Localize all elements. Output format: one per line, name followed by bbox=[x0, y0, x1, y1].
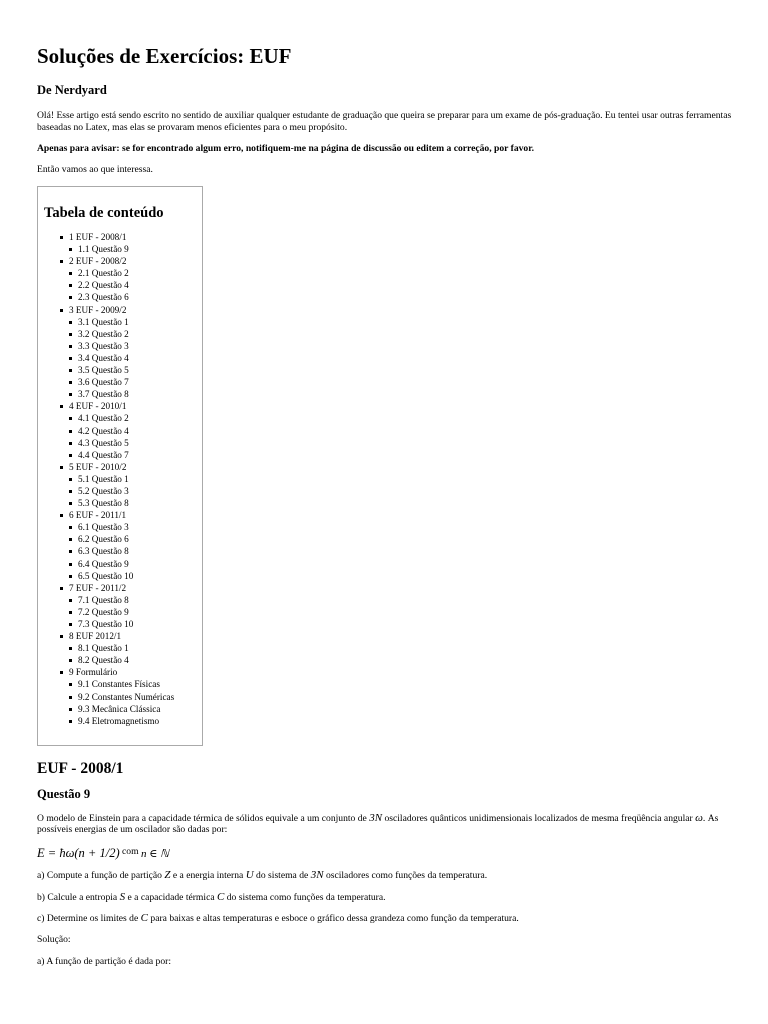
notice-paragraph: Apenas para avisar: se for encontrado algum erro, notifiquem-me na página de discussão ou editem a correção, por favor. bbox=[37, 143, 534, 154]
toc-subsection-link[interactable]: 4.4 Questão 7 bbox=[69, 449, 174, 461]
energy-equation: E = ħω(n + 1/2) bbox=[37, 846, 120, 860]
toc-subsection-link[interactable]: 8.2 Questão 4 bbox=[69, 654, 174, 666]
toc-subsection-list bbox=[69, 243, 174, 255]
toc-subsection-link[interactable]: 3.1 Questão 1 bbox=[69, 316, 174, 328]
toc-subsection-link[interactable]: 8.1 Questão 1 bbox=[69, 642, 174, 654]
toc-subsection-link[interactable]: 1.1 Questão 9 bbox=[69, 243, 174, 255]
item-a: a) Compute a função de partição Z e a energia interna U do sistema de 3N osciladores como funções da temperatura. bbox=[37, 869, 488, 881]
toc-subsection-link[interactable]: 3.2 Questão 2 bbox=[69, 328, 174, 340]
solution-label: Solução: bbox=[37, 934, 71, 945]
toc-section-link[interactable]: 6 EUF - 2011/1 bbox=[69, 510, 127, 521]
toc-subsection-link[interactable]: 6.3 Questão 8 bbox=[69, 545, 174, 557]
toc-section-link[interactable]: 5 EUF - 2010/2 bbox=[69, 461, 127, 472]
toc-section-link[interactable]: 2 EUF - 2008/2 bbox=[69, 256, 127, 267]
toc-subsection-link[interactable]: 9.2 Constantes Numéricas bbox=[69, 691, 174, 703]
toc-section[interactable] bbox=[60, 461, 174, 509]
math-S: S bbox=[119, 891, 126, 903]
math-3N: 3N bbox=[369, 812, 383, 824]
toc-subsection-link[interactable]: 6.5 Questão 10 bbox=[69, 570, 174, 582]
toc-section[interactable] bbox=[60, 509, 174, 582]
math-Z: Z bbox=[164, 869, 171, 881]
toc-subsection-list bbox=[69, 412, 174, 460]
math-U: U bbox=[245, 869, 254, 881]
toc-title: Tabela de conteúdo bbox=[44, 205, 164, 221]
lead-paragraph: Então vamos ao que interessa. bbox=[37, 164, 153, 175]
problem-statement-line2: possíveis energias de um oscilador são dadas por: bbox=[37, 824, 228, 835]
toc-subsection-link[interactable]: 5.2 Questão 3 bbox=[69, 485, 174, 497]
toc-subsection-list bbox=[69, 521, 174, 581]
energy-formula: E = ħω(n + 1/2) com n ∈ ℕ bbox=[37, 846, 169, 860]
toc-subsection-link[interactable]: 3.7 Questão 8 bbox=[69, 388, 174, 400]
energy-domain: n ∈ ℕ bbox=[140, 848, 169, 860]
toc-section[interactable] bbox=[60, 630, 174, 666]
toc-section-link[interactable]: 1 EUF - 2008/1 bbox=[69, 232, 127, 242]
toc-subsection-link[interactable]: 6.2 Questão 6 bbox=[69, 533, 174, 545]
toc-section[interactable] bbox=[60, 400, 174, 460]
toc-subsection-link[interactable]: 4.2 Questão 4 bbox=[69, 425, 174, 437]
toc-subsection-list bbox=[69, 473, 174, 509]
math-3N: 3N bbox=[310, 869, 324, 881]
question-heading: Questão 9 bbox=[37, 787, 91, 801]
toc-subsection-link[interactable]: 7.3 Questão 10 bbox=[69, 618, 174, 630]
toc-subsection-link[interactable]: 6.4 Questão 9 bbox=[69, 558, 174, 570]
toc-section[interactable] bbox=[60, 582, 174, 630]
toc-subsection-link[interactable]: 3.3 Questão 3 bbox=[69, 340, 174, 352]
toc-subsection-link[interactable]: 4.3 Questão 5 bbox=[69, 437, 174, 449]
toc-subsection-link[interactable]: 2.3 Questão 6 bbox=[69, 291, 174, 303]
toc-section[interactable] bbox=[60, 231, 174, 255]
toc-subsection-link[interactable]: 3.6 Questão 7 bbox=[69, 376, 174, 388]
page-subtitle: De Nerdyard bbox=[37, 83, 107, 97]
toc-subsection-link[interactable]: 7.2 Questão 9 bbox=[69, 606, 174, 618]
toc-section-link[interactable]: 7 EUF - 2011/2 bbox=[69, 582, 127, 593]
toc-subsection-link[interactable]: 9.1 Constantes Físicas bbox=[69, 678, 174, 690]
toc-section[interactable] bbox=[60, 304, 174, 401]
toc-section-link[interactable]: 9 Formulário bbox=[69, 667, 118, 678]
toc-subsection-link[interactable]: 2.1 Questão 2 bbox=[69, 267, 174, 279]
toc-subsection-list bbox=[69, 267, 174, 303]
toc-subsection-link[interactable]: 9.3 Mecânica Clássica bbox=[69, 703, 174, 715]
solution-a: a) A função de partição é dada por: bbox=[37, 956, 171, 967]
math-C: C bbox=[140, 912, 148, 924]
toc-subsection-list bbox=[69, 678, 174, 726]
item-c: c) Determine os limites de C para baixas e altas temperaturas e esboce o gráfico dessa grandeza como função da temperatura. bbox=[37, 912, 519, 924]
toc-subsection-link[interactable]: 6.1 Questão 3 bbox=[69, 521, 174, 533]
toc-subsection-link[interactable]: 9.4 Eletromagnetismo bbox=[69, 715, 174, 727]
toc-subsection-list bbox=[69, 316, 174, 401]
toc-subsection-link[interactable]: 4.1 Questão 2 bbox=[69, 412, 174, 424]
math-omega: ω bbox=[695, 812, 703, 824]
table-of-contents bbox=[37, 186, 203, 746]
toc-subsection-link[interactable]: 3.4 Questão 4 bbox=[69, 352, 174, 364]
toc-section-link[interactable]: 8 EUF 2012/1 bbox=[69, 631, 122, 642]
toc-section-link[interactable]: 4 EUF - 2010/1 bbox=[69, 401, 127, 412]
toc-subsection-link[interactable]: 2.2 Questão 4 bbox=[69, 279, 174, 291]
toc-subsection-link[interactable]: 7.1 Questão 8 bbox=[69, 594, 174, 606]
page-title: Soluções de Exercícios: EUF bbox=[37, 44, 292, 68]
toc-subsection-list bbox=[69, 594, 174, 630]
toc-section-link[interactable]: 3 EUF - 2009/2 bbox=[69, 304, 127, 315]
section-heading: EUF - 2008/1 bbox=[37, 760, 124, 777]
intro-paragraph: Olá! Esse artigo está sendo escrito no sentido de auxiliar qualquer estudante de graduação que queira se preparar para um exame de pós-graduação. Eu tentei usar outras ferramentas baseadas no Latex, mas elas se provaram menos eficientes para o meu propósito. bbox=[37, 110, 732, 134]
toc-subsection-link[interactable]: 3.5 Questão 5 bbox=[69, 364, 174, 376]
toc-subsection-link[interactable]: 5.3 Questão 8 bbox=[69, 497, 174, 509]
item-b: b) Calcule a entropia S e a capacidade térmica C do sistema como funções da temperatura. bbox=[37, 891, 386, 903]
problem-statement: O modelo de Einstein para a capacidade térmica de sólidos equivale a um conjunto de 3N osciladores quânticos unidimensionais localizados de mesma freqüência angular ω. As bbox=[37, 812, 719, 824]
toc-subsection-link[interactable]: 5.1 Questão 1 bbox=[69, 473, 174, 485]
toc-list bbox=[60, 231, 174, 727]
toc-section[interactable] bbox=[60, 666, 174, 726]
toc-subsection-list bbox=[69, 642, 174, 666]
math-C: C bbox=[217, 891, 225, 903]
toc-section[interactable] bbox=[60, 255, 174, 303]
